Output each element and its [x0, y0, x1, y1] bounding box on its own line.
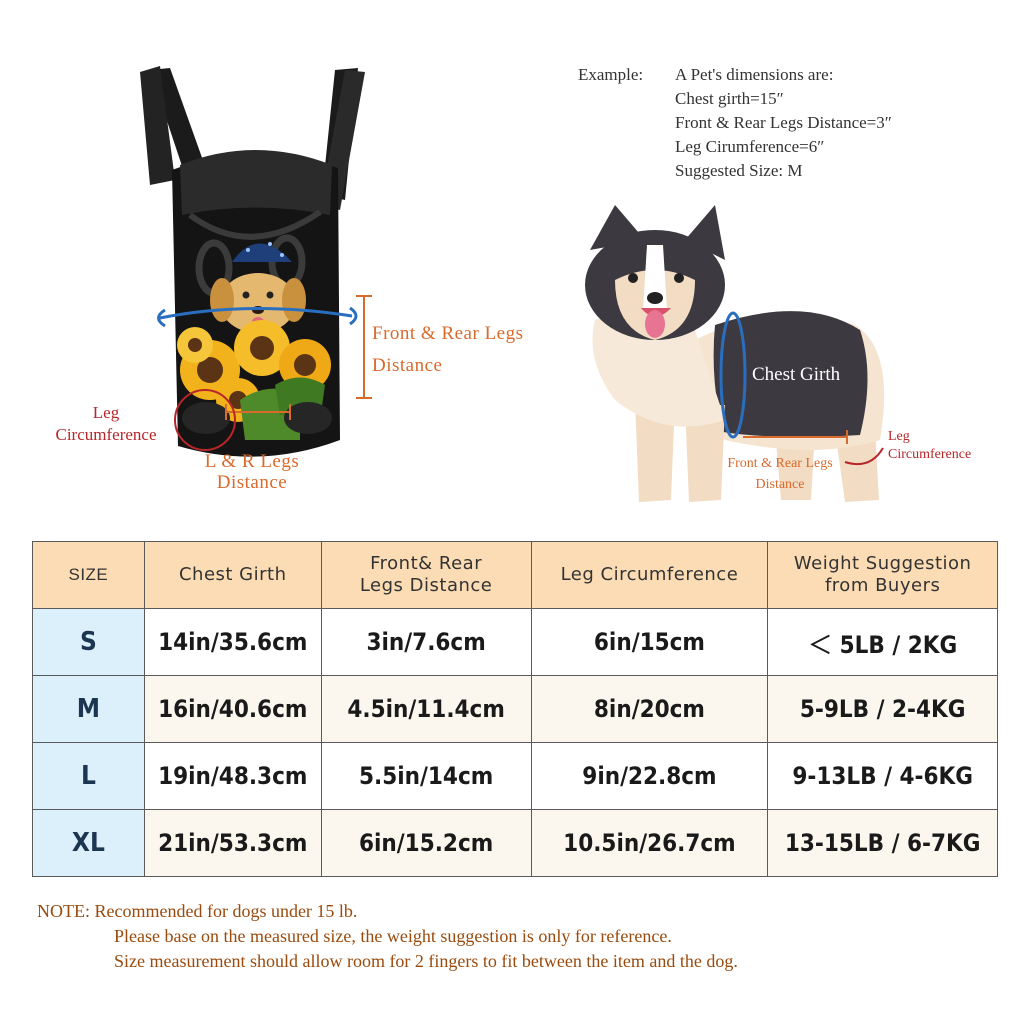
header-line: Weight Suggestion	[793, 553, 972, 574]
weight-cell: 9-13LB / 4-6KG	[768, 743, 998, 810]
header-legs-distance	[321, 542, 531, 609]
size-cell: L	[33, 743, 145, 810]
chest-cell: 21in/53.3cm	[144, 810, 321, 877]
table-row	[33, 609, 998, 676]
example-line: Front & Rear Legs Distance=3″	[675, 113, 892, 132]
size-cell: XL	[33, 810, 145, 877]
weight-cell: 13-15LB / 6-7KG	[768, 810, 998, 877]
backpack-lr-legs-label	[186, 451, 318, 493]
label-line: L & R Legs	[204, 451, 300, 472]
label-line: Leg	[888, 429, 910, 444]
chest-cell: 14in/35.6cm	[144, 609, 321, 676]
header-size: SIZE	[33, 542, 145, 609]
chest-cell: 19in/48.3cm	[144, 743, 321, 810]
legs-distance-cell: 4.5in/11.4cm	[321, 676, 531, 743]
example-line: Suggested Size: M	[675, 161, 803, 180]
label-line: Distance	[755, 477, 805, 492]
header-line: Front& Rear	[370, 553, 483, 574]
chest-girth-label: Chest Girth	[752, 364, 841, 385]
header-line: Legs Distance	[359, 575, 493, 596]
chest-cell: 16in/40.6cm	[144, 676, 321, 743]
label-line: Distance	[216, 472, 288, 493]
weight-cell: ＜ 5LB / 2KG	[768, 609, 998, 676]
label-line: Circumference	[888, 447, 972, 462]
example-prefix: Example:	[578, 65, 644, 84]
example-block	[675, 63, 892, 183]
leg-circ-cell: 10.5in/26.7cm	[531, 810, 768, 877]
label-line: Distance	[372, 355, 443, 376]
header-leg-circumference: Leg Circumference	[531, 542, 768, 609]
weight-cell: 5-9LB / 2-4KG	[768, 676, 998, 743]
table-row	[33, 810, 998, 877]
example-line: Leg Cirumference=6″	[675, 137, 825, 156]
leg-circ-cell: 9in/22.8cm	[531, 743, 768, 810]
backpack-front-rear-label	[372, 318, 524, 382]
legs-distance-cell: 5.5in/14cm	[321, 743, 531, 810]
size-chart-table	[32, 541, 998, 877]
header-chest-girth: Chest Girth	[144, 542, 321, 609]
dog-leg-circ-label	[888, 428, 971, 464]
size-cell: S	[33, 609, 145, 676]
header-weight	[768, 542, 998, 609]
table-row	[33, 743, 998, 810]
legs-distance-cell: 6in/15.2cm	[321, 810, 531, 877]
label-line: Front & Rear Legs	[372, 323, 524, 344]
example-line: Chest girth=15″	[675, 89, 784, 108]
example-line: A Pet's dimensions are:	[675, 65, 834, 84]
leg-circ-cell: 6in/15cm	[531, 609, 768, 676]
label-line: Front & Rear Legs	[727, 456, 833, 471]
size-cell: M	[33, 676, 145, 743]
header-line: from Buyers	[824, 575, 941, 596]
note-line-3: Size measurement should allow room for 2 fingers to fit between the item and the dog.	[114, 951, 738, 971]
backpack-leg-circ-label	[40, 402, 172, 446]
dog-front-rear-label	[716, 453, 844, 495]
leg-circ-cell: 8in/20cm	[531, 676, 768, 743]
note-line-2: Please base on the measured size, the weight suggestion is only for reference.	[114, 926, 672, 946]
label-line: Leg	[92, 403, 120, 422]
table-row	[33, 676, 998, 743]
note-line-1: NOTE: Recommended for dogs under 15 lb.	[37, 901, 358, 921]
table-header-row	[33, 542, 998, 609]
legs-distance-cell: 3in/7.6cm	[321, 609, 531, 676]
label-line: Circumference	[55, 425, 157, 444]
